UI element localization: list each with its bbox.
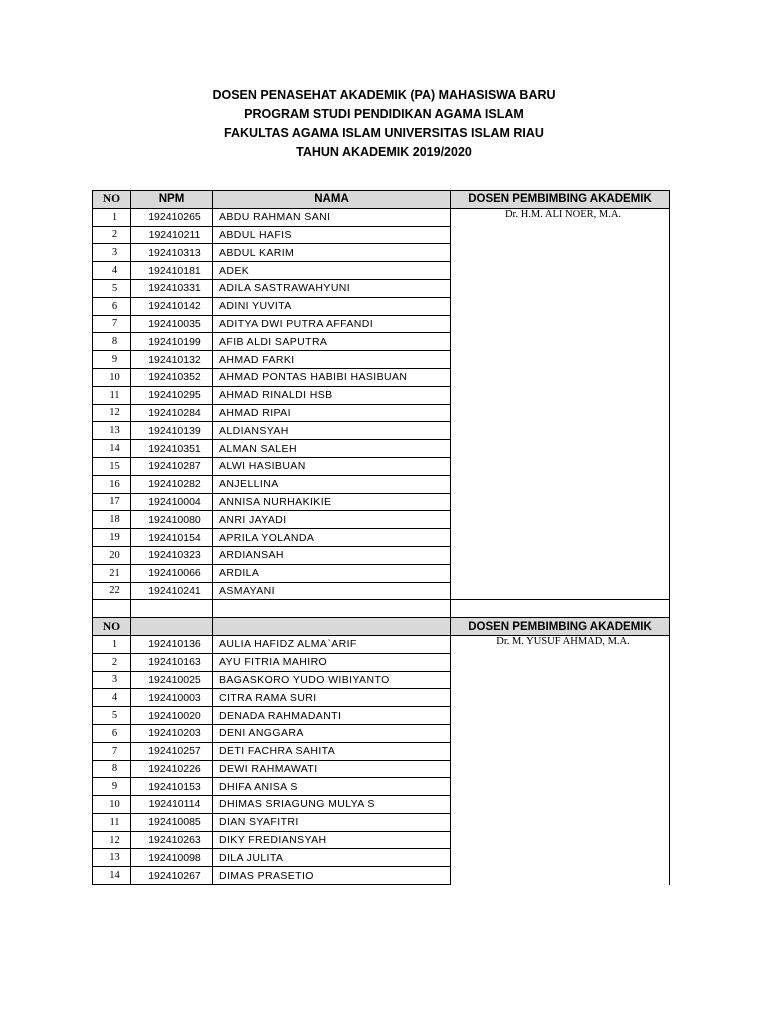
header-no: NO bbox=[93, 191, 131, 209]
header-nama: NAMA bbox=[213, 191, 451, 209]
spacer-cell bbox=[213, 600, 451, 618]
row-no: 2 bbox=[93, 226, 131, 244]
row-no: 5 bbox=[93, 279, 131, 297]
document-title bbox=[0, 86, 768, 162]
row-no: 2 bbox=[93, 653, 131, 671]
title-line-1: DOSEN PENASEHAT AKADEMIK (PA) MAHASISWA BARU bbox=[212, 88, 556, 102]
row-nama: AHMAD RINALDI HSB bbox=[213, 386, 451, 404]
row-no: 7 bbox=[93, 742, 131, 760]
row-npm: 192410265 bbox=[131, 208, 213, 226]
row-nama: ASMAYANI bbox=[213, 582, 451, 600]
row-no: 3 bbox=[93, 671, 131, 689]
row-npm: 192410142 bbox=[131, 297, 213, 315]
row-npm: 192410257 bbox=[131, 742, 213, 760]
row-npm: 192410331 bbox=[131, 279, 213, 297]
table-bottom-edge bbox=[92, 884, 450, 885]
title-line-4: TAHUN AKADEMIK 2019/2020 bbox=[296, 145, 472, 159]
row-npm: 192410181 bbox=[131, 262, 213, 280]
row-no: 11 bbox=[93, 813, 131, 831]
title-line-3: FAKULTAS AGAMA ISLAM UNIVERSITAS ISLAM RIAU bbox=[224, 126, 544, 140]
row-nama: ARDIANSAH bbox=[213, 546, 451, 564]
row-no: 14 bbox=[93, 440, 131, 458]
row-no: 14 bbox=[93, 867, 131, 885]
row-nama: AULIA HAFIDZ ALMA`ARIF bbox=[213, 635, 451, 653]
spacer-cell bbox=[451, 600, 670, 618]
row-nama: DENI ANGGARA bbox=[213, 724, 451, 742]
row-nama: ADINI YUVITA bbox=[213, 297, 451, 315]
row-no: 1 bbox=[93, 635, 131, 653]
row-nama: AHMAD PONTAS HABIBI HASIBUAN bbox=[213, 368, 451, 386]
row-npm: 192410114 bbox=[131, 796, 213, 814]
row-no: 12 bbox=[93, 831, 131, 849]
table-row bbox=[93, 208, 670, 226]
row-nama: DIAN SYAFITRI bbox=[213, 813, 451, 831]
row-npm: 192410287 bbox=[131, 457, 213, 475]
header-no: NO bbox=[93, 618, 131, 636]
row-nama: DETI FACHRA SAHITA bbox=[213, 742, 451, 760]
row-npm: 192410295 bbox=[131, 386, 213, 404]
row-no: 4 bbox=[93, 689, 131, 707]
row-npm: 192410199 bbox=[131, 333, 213, 351]
row-no: 6 bbox=[93, 297, 131, 315]
row-nama: ALMAN SALEH bbox=[213, 440, 451, 458]
row-npm: 192410284 bbox=[131, 404, 213, 422]
row-npm: 192410203 bbox=[131, 724, 213, 742]
row-no: 16 bbox=[93, 475, 131, 493]
row-nama: AFIB ALDI SAPUTRA bbox=[213, 333, 451, 351]
table-header-row-1 bbox=[93, 191, 670, 209]
header-dosen: DOSEN PEMBIMBING AKADEMIK bbox=[451, 191, 670, 209]
row-npm: 192410211 bbox=[131, 226, 213, 244]
row-no: 21 bbox=[93, 564, 131, 582]
row-no: 6 bbox=[93, 724, 131, 742]
row-nama: AHMAD RIPAI bbox=[213, 404, 451, 422]
title-line-2: PROGRAM STUDI PENDIDIKAN AGAMA ISLAM bbox=[244, 107, 524, 121]
row-npm: 192410313 bbox=[131, 244, 213, 262]
table-header-row-2 bbox=[93, 618, 670, 636]
row-no: 15 bbox=[93, 457, 131, 475]
spacer-cell bbox=[131, 600, 213, 618]
advisor-name-group1: Dr. H.M. ALI NOER, M.A. bbox=[451, 208, 670, 600]
row-npm: 192410282 bbox=[131, 475, 213, 493]
row-no: 9 bbox=[93, 351, 131, 369]
row-nama: ARDILA bbox=[213, 564, 451, 582]
row-nama: ABDUL KARIM bbox=[213, 244, 451, 262]
row-npm: 192410153 bbox=[131, 778, 213, 796]
row-no: 19 bbox=[93, 529, 131, 547]
row-no: 8 bbox=[93, 333, 131, 351]
row-nama: ANJELLINA bbox=[213, 475, 451, 493]
row-npm: 192410136 bbox=[131, 635, 213, 653]
row-nama: ADITYA DWI PUTRA AFFANDI bbox=[213, 315, 451, 333]
row-no: 7 bbox=[93, 315, 131, 333]
row-no: 10 bbox=[93, 796, 131, 814]
row-nama: AYU FITRIA MAHIRO bbox=[213, 653, 451, 671]
row-no: 13 bbox=[93, 849, 131, 867]
row-no: 12 bbox=[93, 404, 131, 422]
row-npm: 192410163 bbox=[131, 653, 213, 671]
row-no: 13 bbox=[93, 422, 131, 440]
row-npm: 192410351 bbox=[131, 440, 213, 458]
row-nama: ANRI JAYADI bbox=[213, 511, 451, 529]
row-npm: 192410352 bbox=[131, 368, 213, 386]
row-npm: 192410098 bbox=[131, 849, 213, 867]
row-nama: DHIMAS SRIAGUNG MULYA S bbox=[213, 796, 451, 814]
row-no: 5 bbox=[93, 707, 131, 725]
row-nama: APRILA YOLANDA bbox=[213, 529, 451, 547]
row-no: 20 bbox=[93, 546, 131, 564]
header-npm-empty bbox=[131, 618, 213, 636]
row-npm: 192410226 bbox=[131, 760, 213, 778]
advisor-table-body bbox=[93, 191, 670, 885]
row-nama: DENADA RAHMADANTI bbox=[213, 707, 451, 725]
row-no: 3 bbox=[93, 244, 131, 262]
row-nama: DIKY FREDIANSYAH bbox=[213, 831, 451, 849]
row-nama: ALDIANSYAH bbox=[213, 422, 451, 440]
row-npm: 192410241 bbox=[131, 582, 213, 600]
row-nama: DEWI RAHMAWATI bbox=[213, 760, 451, 778]
advisor-name-group2: Dr. M. YUSUF AHMAD, M.A. bbox=[451, 635, 670, 884]
header-npm: NPM bbox=[131, 191, 213, 209]
row-npm: 192410132 bbox=[131, 351, 213, 369]
row-nama: ABDU RAHMAN SANI bbox=[213, 208, 451, 226]
row-nama: ALWI HASIBUAN bbox=[213, 457, 451, 475]
row-npm: 192410085 bbox=[131, 813, 213, 831]
row-npm: 192410267 bbox=[131, 867, 213, 885]
row-no: 22 bbox=[93, 582, 131, 600]
header-dosen: DOSEN PEMBIMBING AKADEMIK bbox=[451, 618, 670, 636]
spacer-row bbox=[93, 600, 670, 618]
row-nama: ADILA SASTRAWAHYUNI bbox=[213, 279, 451, 297]
row-npm: 192410004 bbox=[131, 493, 213, 511]
row-nama: DILA JULITA bbox=[213, 849, 451, 867]
row-nama: ANNISA NURHAKIKIE bbox=[213, 493, 451, 511]
row-no: 4 bbox=[93, 262, 131, 280]
row-no: 9 bbox=[93, 778, 131, 796]
row-npm: 192410003 bbox=[131, 689, 213, 707]
row-no: 18 bbox=[93, 511, 131, 529]
row-nama: AHMAD FARKI bbox=[213, 351, 451, 369]
row-no: 17 bbox=[93, 493, 131, 511]
row-no: 10 bbox=[93, 368, 131, 386]
row-nama: DHIFA ANISA S bbox=[213, 778, 451, 796]
row-npm: 192410035 bbox=[131, 315, 213, 333]
row-no: 8 bbox=[93, 760, 131, 778]
advisor-table bbox=[92, 190, 670, 885]
row-no: 1 bbox=[93, 208, 131, 226]
row-nama: ABDUL HAFIS bbox=[213, 226, 451, 244]
row-npm: 192410263 bbox=[131, 831, 213, 849]
header-nama-empty bbox=[213, 618, 451, 636]
row-npm: 192410323 bbox=[131, 546, 213, 564]
row-npm: 192410020 bbox=[131, 707, 213, 725]
table-row bbox=[93, 635, 670, 653]
row-npm: 192410066 bbox=[131, 564, 213, 582]
spacer-cell bbox=[93, 600, 131, 618]
row-nama: CITRA RAMA SURI bbox=[213, 689, 451, 707]
row-nama: ADEK bbox=[213, 262, 451, 280]
row-npm: 192410025 bbox=[131, 671, 213, 689]
row-no: 11 bbox=[93, 386, 131, 404]
row-npm: 192410080 bbox=[131, 511, 213, 529]
row-npm: 192410139 bbox=[131, 422, 213, 440]
row-npm: 192410154 bbox=[131, 529, 213, 547]
row-nama: DIMAS PRASETIO bbox=[213, 867, 451, 885]
row-nama: BAGASKORO YUDO WIBIYANTO bbox=[213, 671, 451, 689]
